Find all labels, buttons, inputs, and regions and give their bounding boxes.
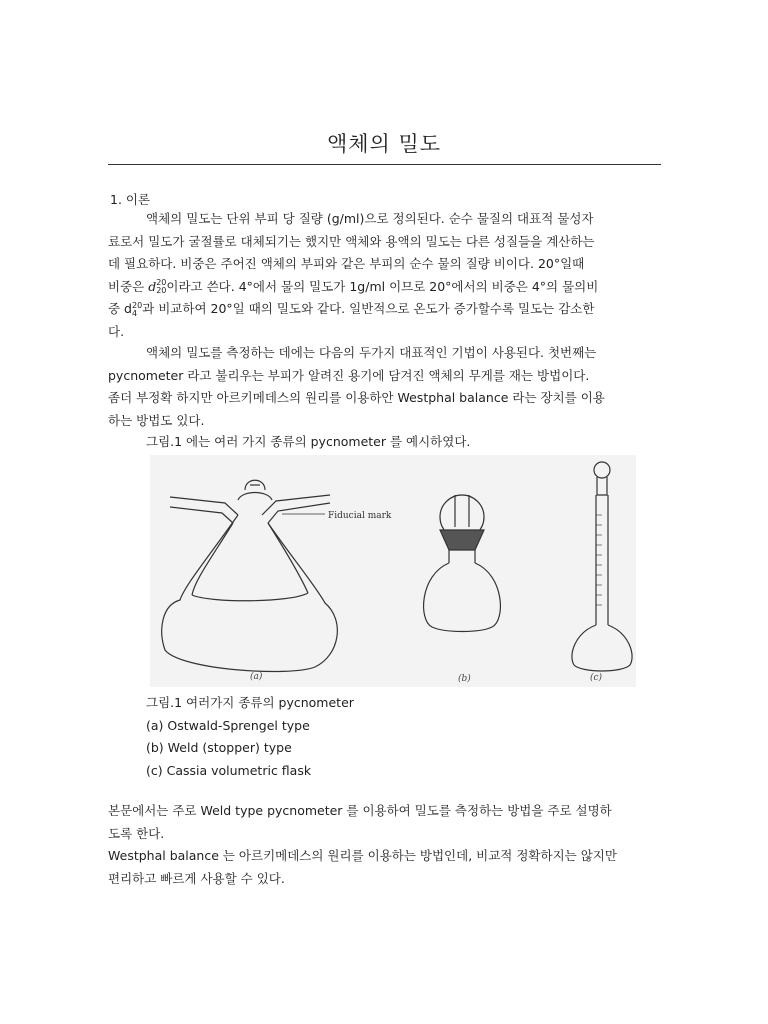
text-line: 도록 한다. xyxy=(108,825,165,841)
text-line: 데 필요하다. 비중은 주어진 액체의 부피와 같은 부피의 순수 물의 질량 비이다. 20°일때 xyxy=(108,256,585,271)
text-fragment: 중 d xyxy=(108,301,132,316)
text-fragment: 비중은 xyxy=(108,278,149,294)
paragraph-weld-type xyxy=(108,800,660,845)
caption-item-c: (c) Cassia volumetric flask xyxy=(146,762,312,778)
paragraph-density-definition xyxy=(108,208,660,343)
caption-item-b: (b) Weld (stopper) type xyxy=(146,740,292,755)
caption-title: 그림.1 여러가지 종류의 pycnometer xyxy=(146,695,354,710)
formula-sup: 20 xyxy=(131,300,143,310)
text-line xyxy=(108,298,660,321)
text-line: pycnometer 라고 불리우는 부피가 알려진 용기에 담겨진 액체의 무게를 재는 방법이다. xyxy=(108,367,590,383)
pycnometer-figure xyxy=(150,455,636,687)
formula-d: d xyxy=(148,278,157,294)
figure-label-c: (c) xyxy=(590,673,603,683)
text-line: 본문에서는 주로 Weld type pycnometer 를 이용하여 밀도를 측정하는 방법을 주로 설명하 xyxy=(108,803,612,818)
formula-sub: 20 xyxy=(156,286,167,295)
text-fragment: 과 비교하여 20°일 때의 밀도와 같다. 일반적으로 온도가 증가할수록 밀도는 감소한 xyxy=(142,301,595,316)
text-line: 액체의 밀도는 단위 부피 당 질량 (g/ml)으로 정의된다. 순수 물질의 대표적 물성자 xyxy=(146,211,594,226)
text-line: 편리하고 빠르게 사용할 수 있다. xyxy=(108,870,285,886)
paragraph-methods xyxy=(108,342,660,432)
fiducial-mark-label: Fiducial mark xyxy=(328,511,392,521)
text-line: 하는 방법도 있다. xyxy=(108,412,205,428)
text-line: 다. xyxy=(108,323,125,339)
formula-sup: 20 xyxy=(156,278,167,287)
paragraph-westphal xyxy=(108,845,660,890)
page-title: 액체의 밀도 xyxy=(326,132,442,156)
figure-caption xyxy=(146,692,354,782)
text-line: Westphal balance 는 아르키메데스의 원리를 이용하는 방법인데, 비교적 정확하지는 않지만 xyxy=(108,848,617,863)
text-line: 그림.1 에는 여러 가지 종류의 pycnometer 를 예시하였다. xyxy=(146,434,471,449)
text-line: 료로서 밀도가 굴절률로 대체되기는 했지만 액체와 용액의 밀도는 다른 성질들을 계산하는 xyxy=(108,233,595,249)
title-divider xyxy=(108,164,661,165)
formula-sub: 4 xyxy=(131,308,138,318)
figure-label-b: (b) xyxy=(458,674,471,684)
caption-item-a: (a) Ostwald-Sprengel type xyxy=(146,717,310,733)
text-line: 좀더 부정확 하지만 아르키메데스의 원리를 이용하안 Westphal balance 라는 장치를 이용 xyxy=(108,390,605,405)
formula-indices xyxy=(156,279,166,295)
formula-indices xyxy=(132,302,142,318)
text-line xyxy=(108,276,660,299)
paragraph-figure-intro xyxy=(108,431,660,454)
text-line: 액체의 밀도를 측정하는 데에는 다음의 두가지 대표적인 기법이 사용된다. 첫번째는 xyxy=(146,345,597,360)
figure-label-a: (a) xyxy=(250,672,263,682)
section-heading: 1. 이론 xyxy=(110,192,151,207)
text-fragment: 이라고 쓴다. 4°에서 물의 밀도가 1g/ml 이므로 20°에서의 비중은 4°의 물의비 xyxy=(166,278,599,294)
